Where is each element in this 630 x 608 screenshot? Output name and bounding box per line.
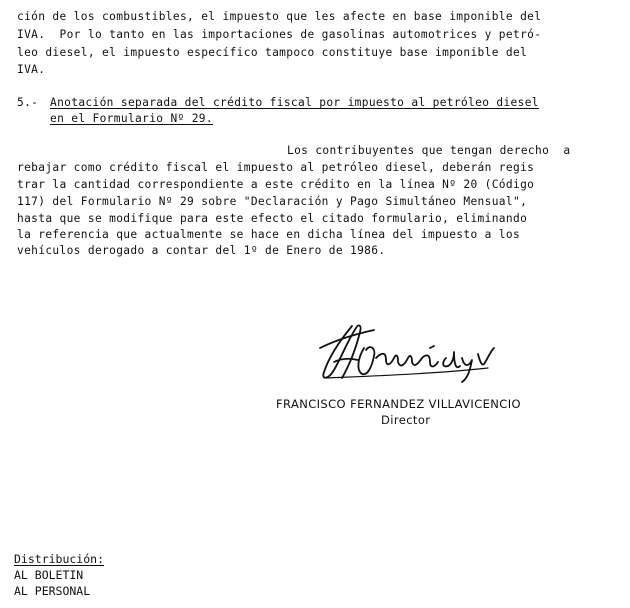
paragraph-top-line-1: ción de los combustibles, el impuesto que les afecte en base imponible del bbox=[17, 10, 542, 23]
paragraph-body-line-3: trar la cantidad correspondiente a este crédito en la línea Nº 20 (Código bbox=[17, 178, 535, 191]
paragraph-body-line-6: la referencia que actualmente se hace en dicha línea del impuesto a los bbox=[17, 228, 521, 241]
paragraph-body-line-5: hasta que se modifique para este efecto el citado formulario, eliminando bbox=[17, 212, 528, 225]
paragraph-body-line-4: 117) del Formulario Nº 29 sobre "Declaración y Pago Simultáneo Mensual", bbox=[17, 195, 528, 208]
paragraph-top-line-4: IVA. bbox=[17, 63, 46, 76]
paragraph-top-line-2: IVA. Por lo tanto en las importaciones de gasolinas automotrices y petró- bbox=[17, 28, 542, 41]
paragraph-body-line-7: vehículos derogado a contar del 1º de Enero de 1986. bbox=[17, 244, 386, 257]
distribution-heading: Distribución: bbox=[14, 552, 105, 566]
signatory-name: FRANCISCO FERNANDEZ VILLAVICENCIO bbox=[276, 397, 521, 411]
distribution-item-boletin: AL BOLETIN bbox=[14, 568, 84, 582]
paragraph-body-line-2: rebajar como crédito fiscal el impuesto al petróleo diesel, deberán regis bbox=[17, 161, 535, 174]
section-heading-line-2: en el Formulario Nº 29. bbox=[50, 112, 213, 125]
handwritten-signature bbox=[312, 318, 502, 384]
paragraph-top-line-3: leo diesel, el impuesto específico tampoco constituye base imponible del bbox=[17, 46, 528, 59]
distribution-item-personal: AL PERSONAL bbox=[14, 584, 91, 598]
section-heading-line-1: Anotación separada del crédito fiscal por impuesto al petróleo diesel bbox=[50, 96, 539, 109]
paragraph-body-line-1: Los contribuyentes que tengan derecho a bbox=[287, 144, 571, 157]
signatory-title: Director bbox=[381, 413, 431, 427]
section-number: 5.- bbox=[17, 96, 39, 109]
